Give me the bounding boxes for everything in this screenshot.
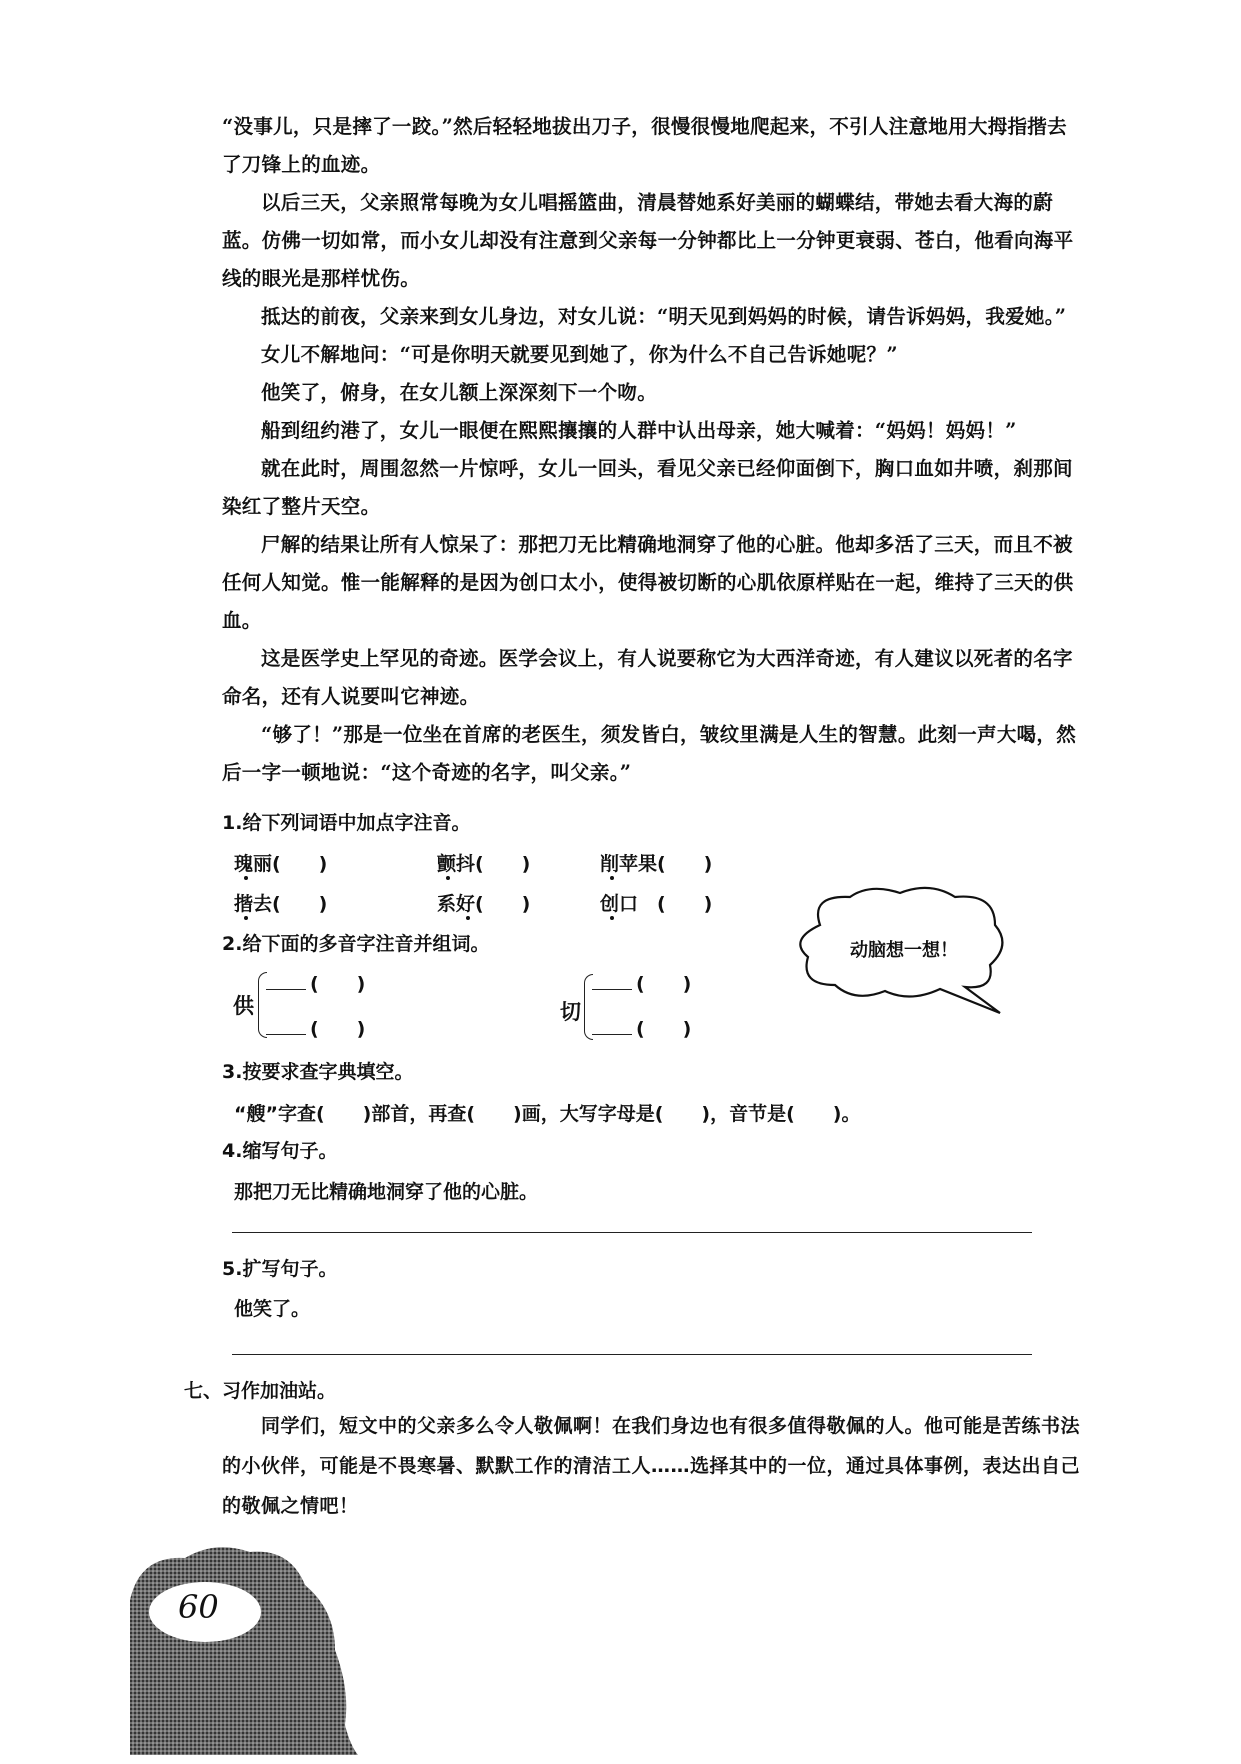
emphasis-dot <box>610 916 614 920</box>
story-paragraph-2: 以后三天，父亲照常每晚为女儿唱摇篮曲，清晨替她系好美丽的蝴蝶结，带她去看大海的蔚蓝。仿佛一切如常，而小女儿却没有注意到父亲每一分钟都比上一分钟更衰弱、苍白，他看向海平线的眼光是那样忧伤。 <box>222 191 1074 290</box>
emphasis-dot <box>610 876 614 880</box>
story-paragraph-4: 女儿不解地问：“可是你明天就要见到她了，你为什么不自己告诉她呢？” <box>261 343 898 366</box>
q1-word-2[interactable]: 颤抖( ) <box>437 853 531 875</box>
section-7-title: 七、习作加油站。 <box>184 1380 337 1402</box>
polyphone-char-2: 切 <box>560 1000 581 1024</box>
question-5-title: 5.扩写句子。 <box>222 1258 338 1280</box>
story-paragraph-5: 他笑了，俯身，在女儿额上深深刻下一个吻。 <box>261 381 658 404</box>
question-4-sentence: 那把刀无比精确地洞穿了他的心脏。 <box>234 1181 539 1203</box>
q1-word-1[interactable]: 瑰丽( ) <box>234 853 328 875</box>
answer-line-5[interactable] <box>232 1354 1032 1355</box>
question-3-title: 3.按要求查字典填空。 <box>222 1061 414 1083</box>
emphasis-dot <box>244 876 248 880</box>
bubble-text: 动脑想一想！ <box>850 940 958 961</box>
q2-slot-4[interactable]: ( ) <box>592 1014 691 1041</box>
q1-word-6[interactable]: 创口 ( ) <box>600 893 713 915</box>
question-4-title: 4.缩写句子。 <box>222 1140 338 1162</box>
q1-word-4[interactable]: 揩去( ) <box>234 893 328 915</box>
page-corner-decoration <box>130 1540 360 1764</box>
story-paragraph-7: 就在此时，周围忽然一片惊呼，女儿一回头，看见父亲已经仰面倒下，胸口血如井喷，刹那间染红了整片天空。 <box>222 457 1073 518</box>
emphasis-dot <box>244 916 248 920</box>
story-paragraph-10: “够了！”那是一位坐在首席的老医生，须发皆白，皱纹里满是人生的智慧。此刻一声大喝，然后一字一顿地说：“这个奇迹的名字，叫父亲。” <box>222 723 1077 784</box>
answer-line-4[interactable] <box>232 1232 1032 1233</box>
polyphone-char-1: 供 <box>233 994 254 1018</box>
story-paragraph-6: 船到纽约港了，女儿一眼便在熙熙攘攘的人群中认出母亲，她大喊着：“妈妈！妈妈！” <box>261 419 1017 442</box>
story-paragraph-3: 抵达的前夜，父亲来到女儿身边，对女儿说：“明天见到妈妈的时候，请告诉妈妈，我爱她。” <box>261 305 1067 328</box>
story-paragraph-8: 尸解的结果让所有人惊呆了：那把刀无比精确地洞穿了他的心脏。他却多活了三天，而且不被任何人知觉。惟一能解释的是因为创口太小，使得被切断的心肌依原样贴在一起，维持了三天的供血。 <box>222 533 1074 632</box>
question-2-title: 2.给下面的多音字注音并组词。 <box>222 933 490 955</box>
emphasis-dot <box>446 876 450 880</box>
emphasis-dot <box>466 916 470 920</box>
question-1-title: 1.给下列词语中加点字注音。 <box>222 812 471 834</box>
page-number: 60 <box>178 1588 219 1626</box>
story-paragraph-9: 这是医学史上罕见的奇迹。医学会议上，有人说要称它为大西洋奇迹，有人建议以死者的名字命名，还有人说要叫它神迹。 <box>222 647 1073 708</box>
q2-slot-3[interactable]: ( ) <box>592 969 691 996</box>
q2-slot-2[interactable]: ( ) <box>266 1014 365 1041</box>
question-3-text[interactable]: “艘”字查( )部首，再查( )画，大写字母是( )，音节是( )。 <box>234 1103 861 1125</box>
section-7-text: 同学们，短文中的父亲多么令人敬佩啊！在我们身边也有很多值得敬佩的人。他可能是苦练书法的小伙伴，可能是不畏寒暑、默默工作的清洁工人……选择其中的一位，通过具体事例，表达出自己的敬佩之情吧！ <box>222 1415 1081 1517</box>
story-paragraph-1: “没事儿，只是摔了一跤。”然后轻轻地拔出刀子，很慢很慢地爬起来，不引人注意地用大拇指揩去了刀锋上的血迹。 <box>222 115 1067 176</box>
q1-word-3[interactable]: 削苹果( ) <box>600 853 713 875</box>
q2-slot-1[interactable]: ( ) <box>266 969 365 996</box>
q1-word-5[interactable]: 系好( ) <box>437 893 531 915</box>
question-5-sentence: 他笑了。 <box>234 1298 311 1320</box>
